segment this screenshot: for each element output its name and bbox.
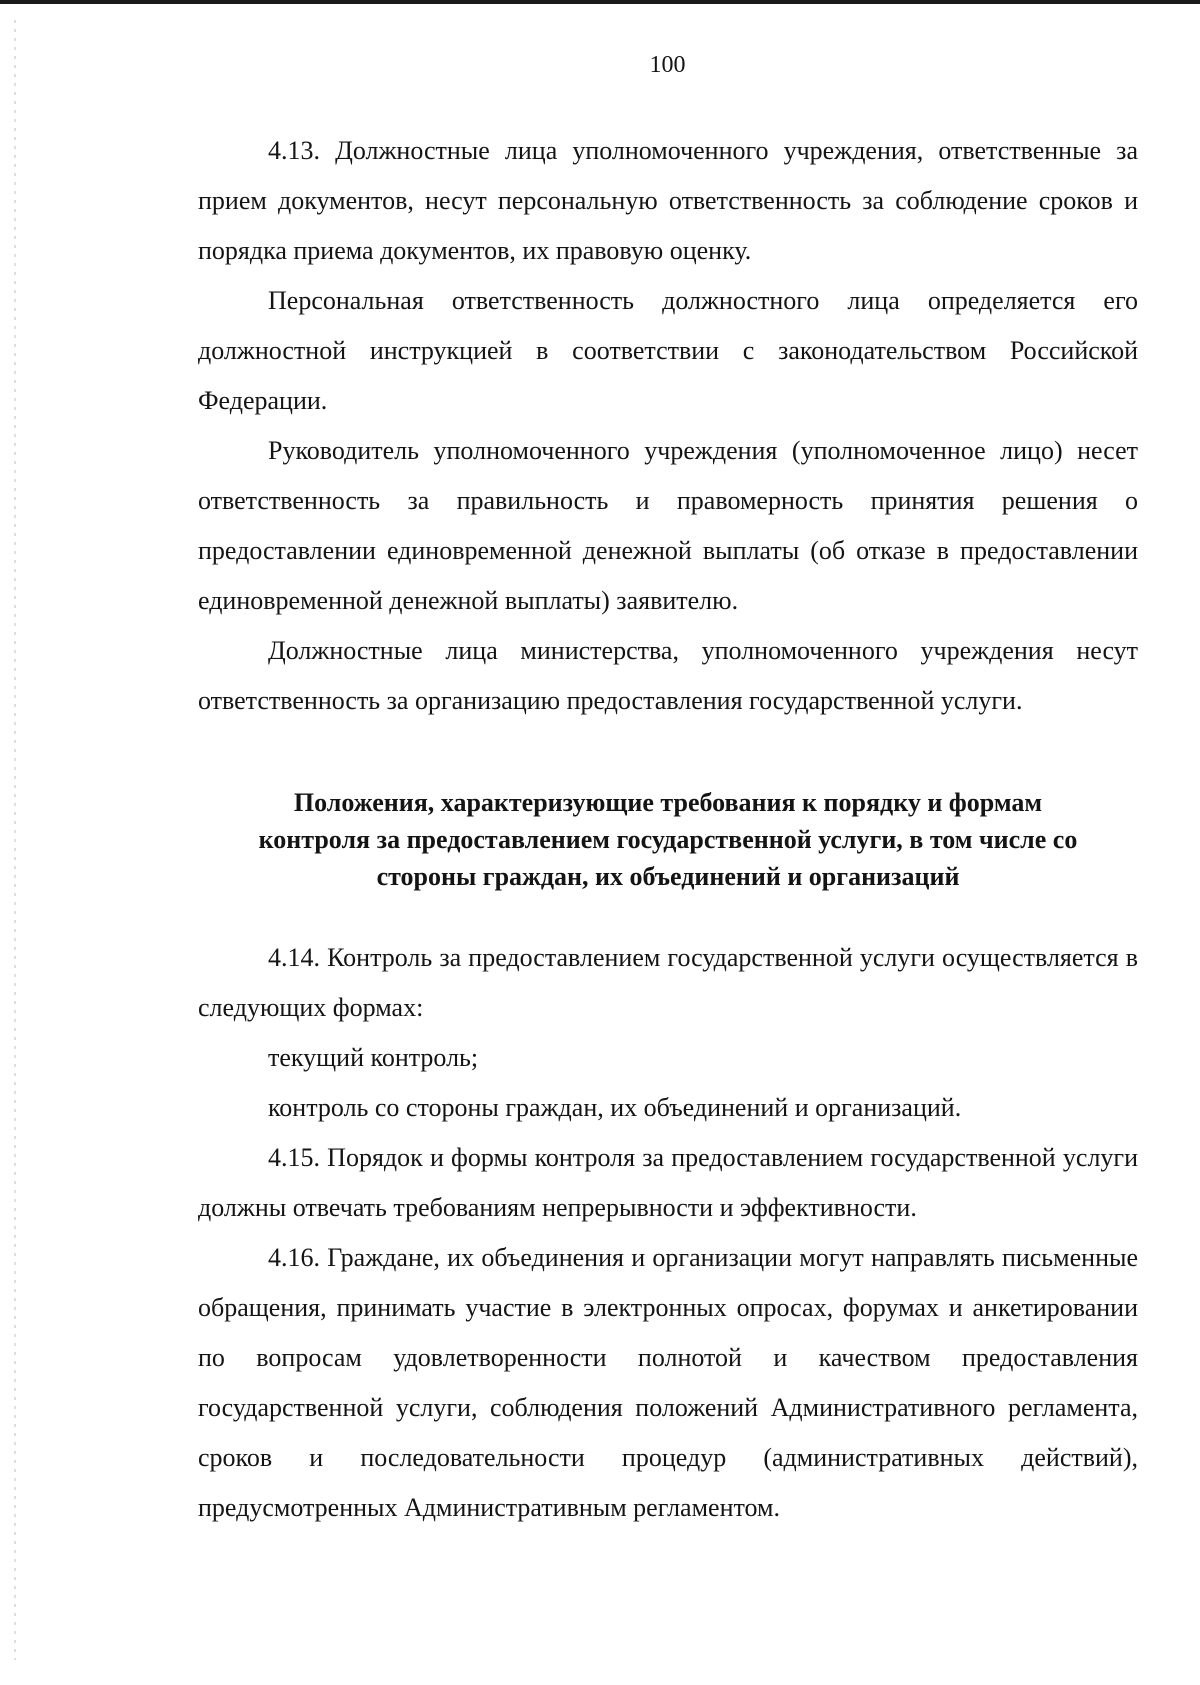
list-item-citizen-control: контроль со стороны граждан, их объединений и организаций. <box>268 1093 962 1122</box>
paragraph-4-14: 4.14. Контроль за предоставлением государственной услуги осуществляется в следующих формах: <box>198 943 1138 1022</box>
list-item-current-control: текущий контроль; <box>268 1043 479 1072</box>
top-border-line <box>0 0 1200 4</box>
section-heading-line: контроля за предоставлением государственной услуги, в том числе со <box>258 825 1078 854</box>
paragraph-head-responsibility: Руководитель уполномоченного учреждения (уполномоченное лицо) несет ответственность за правильность и правомерность принятия решения о предоставлении единовременной денежной выплаты (об отказе в предоставлении единовременной денежной выплаты) заявителю. <box>198 436 1138 615</box>
paragraph-personal-responsibility: Персональная ответственность должностного лица определяется его должностной инструкцией в соответствии с законодательством Российской Федерации. <box>198 286 1138 415</box>
scan-edge-artifact <box>14 20 16 1660</box>
paragraph-4-15: 4.15. Порядок и формы контроля за предоставлением государственной услуги должны отвечать требованиям непрерывности и эффективности. <box>198 1143 1138 1222</box>
page-number: 100 <box>649 52 686 78</box>
paragraph-4-13: 4.13. Должностные лица уполномоченного учреждения, ответственные за прием документов, несут персональную ответственность за соблюдение сроков и порядка приема документов, их правовую оценку. <box>198 136 1138 265</box>
document-body <box>198 126 1138 1533</box>
paragraph-officials-responsibility: Должностные лица министерства, уполномоченного учреждения несут ответственность за организацию предоставления государственной услуги. <box>198 636 1138 715</box>
section-heading-line: Положения, характеризующие требования к порядку и формам <box>293 788 1043 817</box>
section-heading <box>198 756 1138 933</box>
section-heading-line: стороны граждан, их объединений и организаций <box>376 862 960 891</box>
paragraph-4-16: 4.16. Граждане, их объединения и организации могут направлять письменные обращения, принимать участие в электронных опросах, форумах и анкетировании по вопросам удовлетворенности полнотой и качеством предоставления государственной услуги, соблюдения положений Административного регламента, сроков и последовательности процедур (административных действий), предусмотренных Административным регламентом. <box>198 1243 1138 1522</box>
